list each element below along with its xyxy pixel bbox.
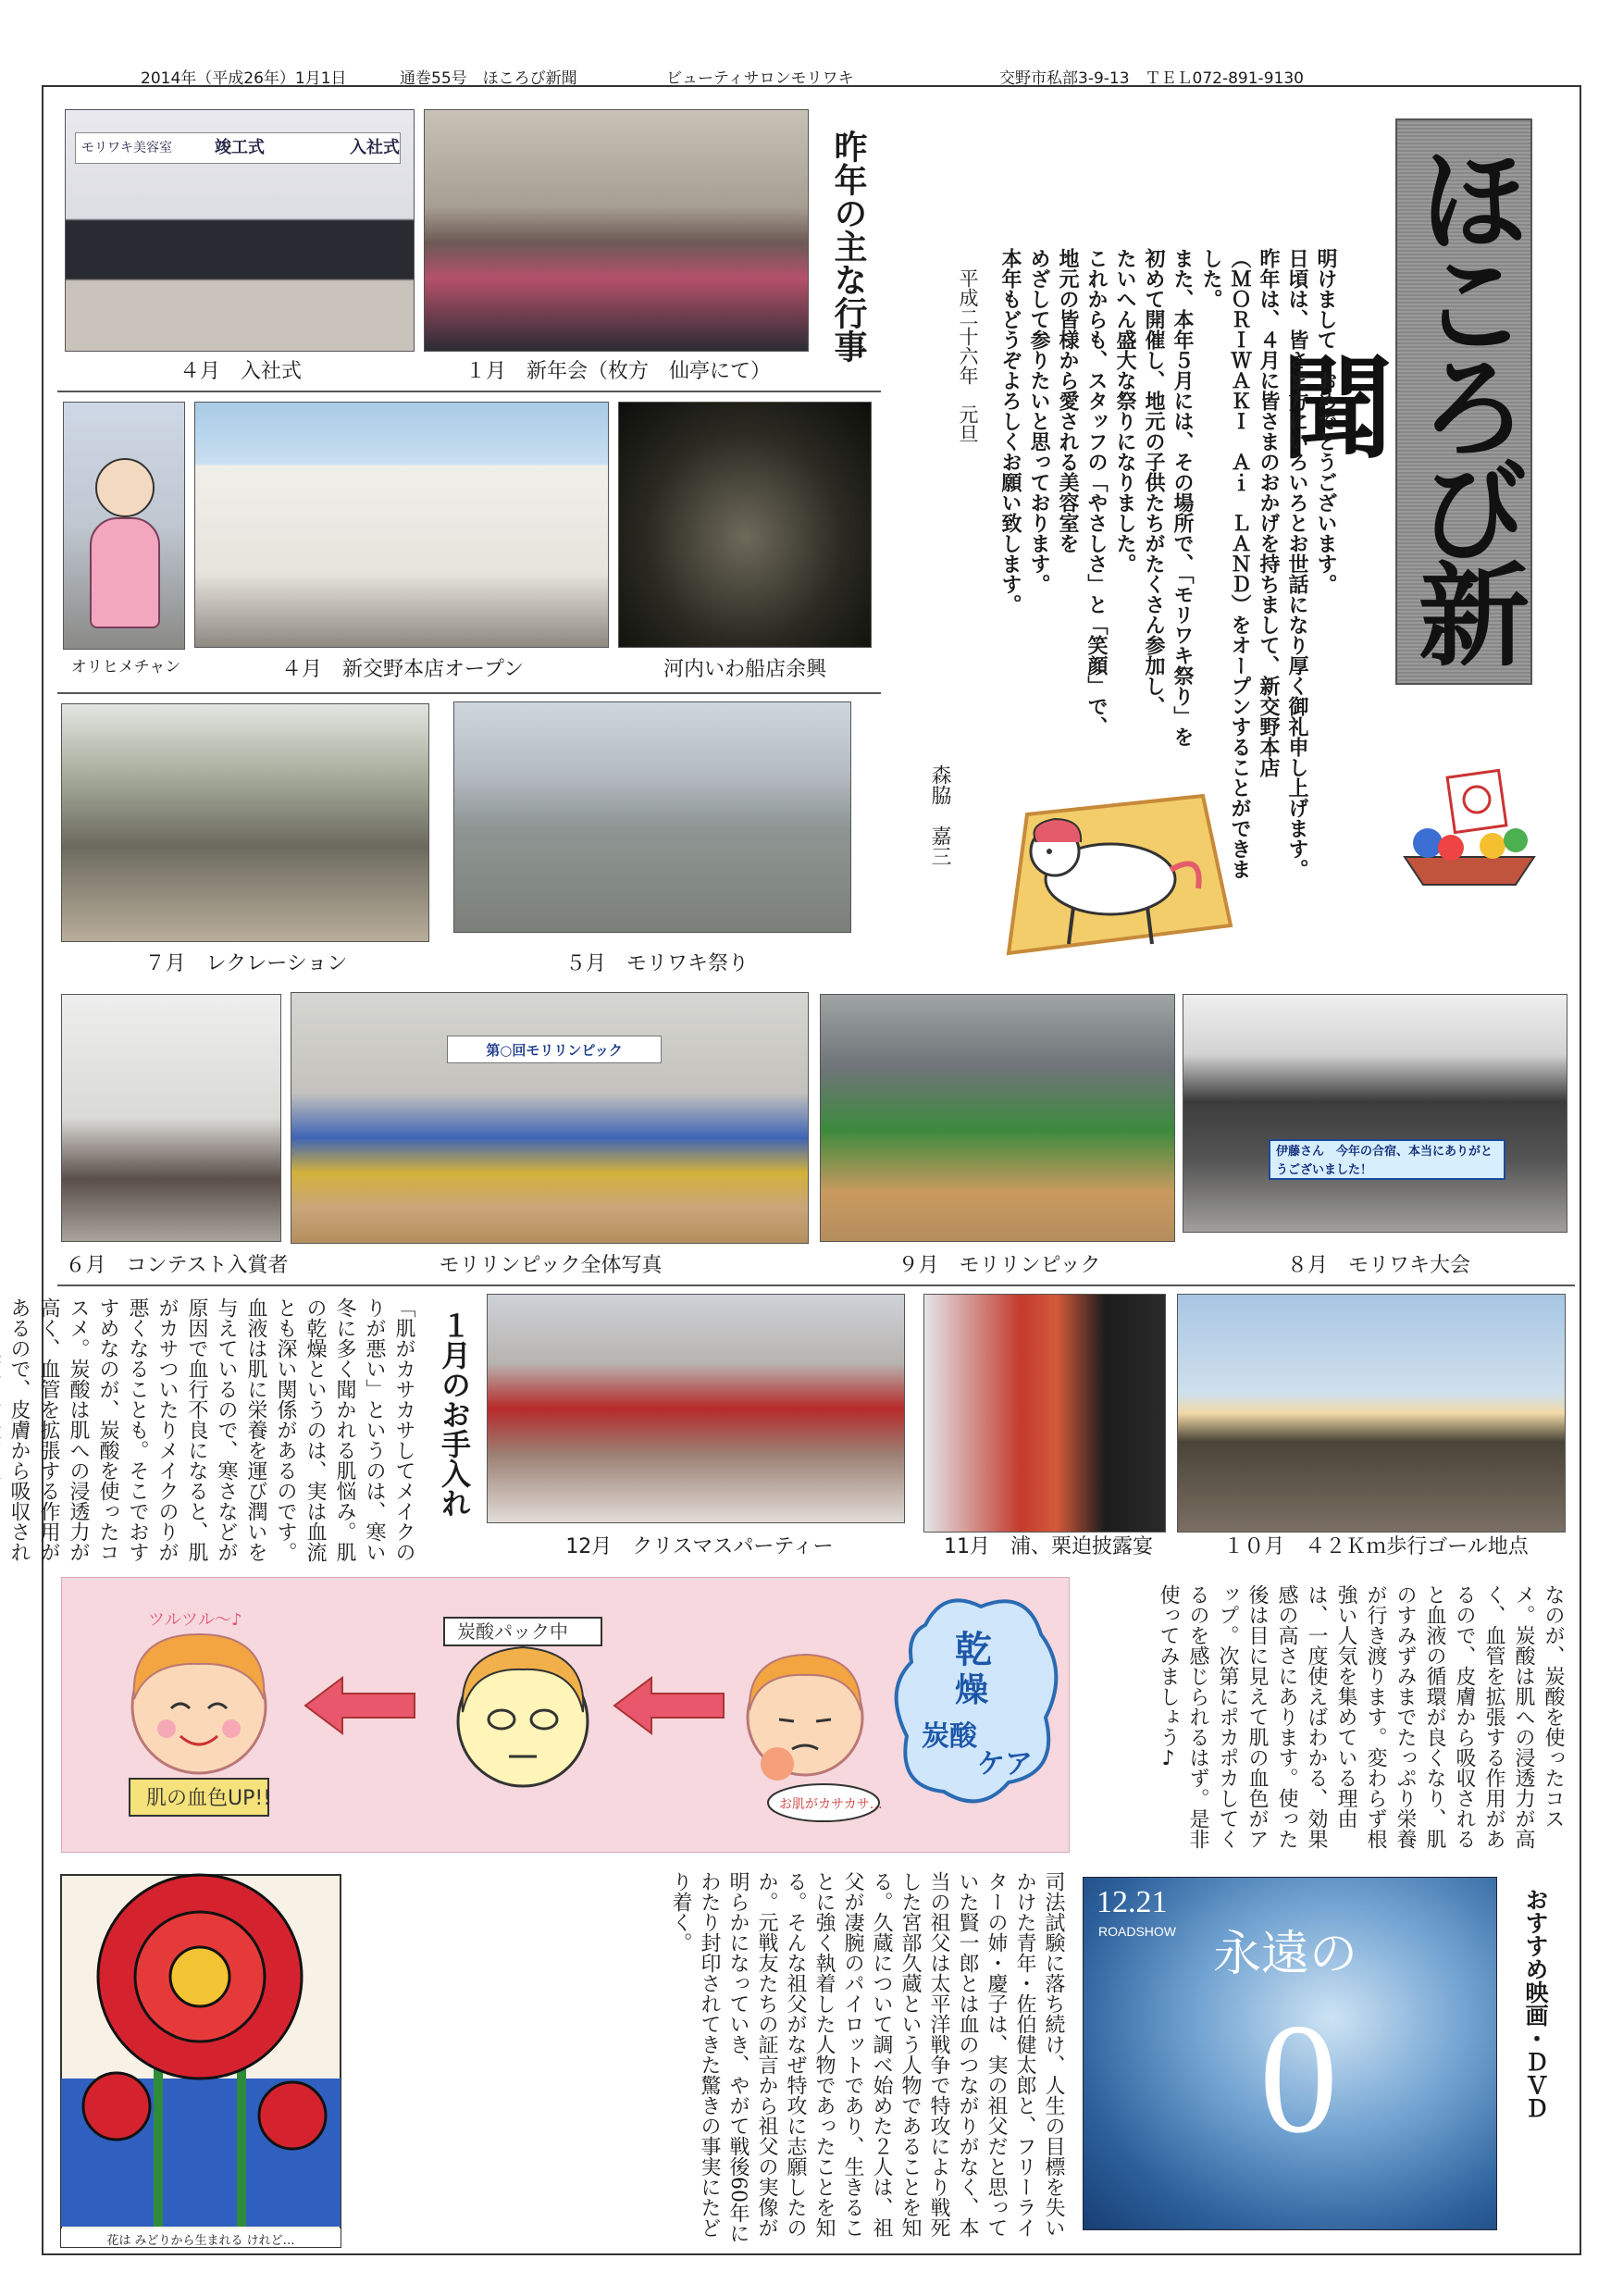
poster-sub: ROADSHOW <box>1098 1924 1176 1939</box>
photo-recreation <box>61 703 429 942</box>
photo-walk-goal <box>1177 1294 1566 1533</box>
dry-face-illustration <box>722 1625 888 1829</box>
caption-olympic-group: モリリンピック全体写真 <box>439 1254 663 1277</box>
greeting-line: めざして参りたいと思っております。 <box>1027 248 1051 594</box>
svg-text:燥: 燥 <box>955 1671 989 1709</box>
care-title: １月のお手入れ <box>437 1310 472 1518</box>
movie-poster <box>1083 1877 1497 2230</box>
photo-wedding <box>923 1294 1166 1533</box>
banner-right: 入社式 <box>350 138 400 157</box>
greeting-line: これからも、スタッフの「やさしさ」と「笑顔」で、 <box>1084 248 1109 737</box>
caption-contest: ６月 コンテスト入賞者 <box>65 1254 289 1277</box>
speech-cloud-bubble <box>888 1588 1064 1819</box>
photo-mascot <box>63 402 185 650</box>
photo-contest-winners <box>61 994 281 1242</box>
photo-entrance-ceremony <box>65 109 415 352</box>
caption-walk: １０月 ４２Ｋｍ歩行ゴール地点 <box>1223 1535 1529 1558</box>
flower-caption: 花は みどりから生まれる けれど… <box>106 2234 295 2248</box>
result-label: 肌の血色UP!! <box>146 1787 272 1810</box>
flower-painting <box>61 1875 341 2247</box>
photo-iwafune-show <box>618 402 872 648</box>
caption-recreation: ７月 レクレーション <box>144 952 348 975</box>
caption-meeting: ８月 モリワキ大会 <box>1286 1254 1470 1277</box>
greeting-line: （ＭＯＲＩＷＡＫＩ Ａｉ ＬＡＮＤ）をオープンすることができました。 <box>1199 248 1252 879</box>
greeting-line: 本年もどうぞよろしくお願い致します。 <box>998 248 1022 614</box>
thanks-banner: 伊藤さん 今年の合宿、本当にありがとうございました！ <box>1269 1139 1505 1180</box>
poster-zero: 0 <box>1259 1992 1338 2166</box>
treasure-ship-illustration <box>1386 755 1553 894</box>
small-note: お肌がカサカサ… <box>779 1797 883 1812</box>
olympic-banner: 第○回モリリンピック <box>447 1036 662 1063</box>
photo-moriwaki-meeting <box>1183 994 1567 1233</box>
tsuru-label: ツルツル～♪ <box>148 1610 242 1630</box>
header-issue: 通巻55号 ほころび新聞 <box>400 69 577 88</box>
header-shop: ビューティサロンモリワキ <box>666 69 854 88</box>
bubble-dry: 乾 <box>955 1629 992 1671</box>
caption-wedding: 11月 浦、栗迫披露宴 <box>944 1535 1153 1558</box>
care-body-text: 「肌がカサカサしてメイクのりが悪い」というのは、寒い冬に多く聞かれる肌悩み。肌の乾燥というのは、実は血流とも深い関係があるのです。血液は肌に栄養を運び潤いを与えているので、寒さなどが原因で血行不良になると、肌がカサついたりメイクのりが悪くなることも。そこでおすすめなのが、炭酸を使ったコスメ。炭酸は肌への浸透力が高く、血管を拡張する作用があるので、皮膚から吸収され <box>7 1297 415 1562</box>
movie-body-text: 司法試験に落ち続け、人生の目標を失いかけた青年・佐伯健太郎と、フリーライターの姉・慶子は、実の祖父だと思っていた賢一郎とは血のつながりがなく、本当の祖父は太平洋戦争で特攻により戦死した宮部久蔵という人物であることを知る。久蔵について調べ始めた２人は、祖父が凄腕のパイロットであり、生きることに強く執着した人物であったことを知る。そんな祖父がなぜ特攻に志願したのか。元戦友たちの証言から祖父の実像が明らかになっていき、やがて戦後60年にわたり封印されてきた驚きの事実にたどり着く。 <box>669 1871 1065 2243</box>
greeting-line: たいへん盛大な祭りになりました。 <box>1113 248 1137 574</box>
pack-face-illustration <box>426 1610 620 1842</box>
header-address: 交野市私部3-9-13 ＴＥＬ072-891-9130 <box>999 69 1304 88</box>
caption-new-store: ４月 新交野本店オープン <box>280 658 525 681</box>
caption-entrance: ４月 入社式 <box>179 360 302 383</box>
movie-section-title: おすすめ映画・ＤＶＤ <box>1522 1888 1549 2119</box>
poster-date: 12.21 <box>1096 1885 1168 1919</box>
divider <box>57 391 881 392</box>
photo-new-year-party <box>424 109 809 352</box>
happy-face-illustration <box>93 1597 305 1838</box>
photo-moriwaki-festival <box>453 701 851 933</box>
greeting-line: 地元の皆様から愛される美容室を <box>1056 248 1080 553</box>
divider <box>57 1285 1575 1286</box>
greeting-line: 初めて開催し、地元の子供たちがたくさん参加し、 <box>1142 248 1166 716</box>
arrow-left-icon <box>305 1673 416 1738</box>
greeting-line: また、本年５月には、その場所で、「モリワキ祭り」を <box>1171 248 1195 747</box>
svg-text:炭酸: 炭酸 <box>922 1720 977 1753</box>
divider <box>57 692 881 694</box>
care-body-2 <box>1084 1584 1567 1862</box>
greeting-signature: 森脇 嘉三 <box>928 764 951 866</box>
banner-mid: 竣工式 <box>215 138 265 157</box>
masthead-title: ほころび新聞 <box>1263 143 1529 661</box>
header-date: 2014年（平成26年）1月1日 <box>141 69 347 88</box>
greeting-date: 平成二十六年 元旦 <box>957 268 979 443</box>
caption-christmas: 12月 クリスマスパーティー <box>565 1535 834 1558</box>
svg-text:ケア: ケア <box>977 1748 1033 1781</box>
greeting-line: 日頃は、皆さま方にいろいろとお世話になり厚く御礼申し上げます。 <box>1285 248 1309 879</box>
caption-festival: ５月 モリワキ祭り <box>564 952 749 975</box>
caption-new-year: １月 新年会（枚方 仙亭にて） <box>465 360 771 383</box>
arrow-left-icon <box>614 1673 725 1738</box>
banner-left: モリワキ美容室 <box>81 141 172 155</box>
section-title-events: 昨年の主な行事 <box>829 130 867 363</box>
care-body-1 <box>7 1297 418 1575</box>
caption-mascot: オリヒメチャン <box>70 658 181 676</box>
greeting-line: 明けまして おめでとうございます。 <box>1314 248 1338 594</box>
pack-label: 炭酸パック中 <box>457 1620 568 1643</box>
photo-morilympic-group <box>291 992 809 1244</box>
photo-new-store <box>194 402 609 648</box>
care-continued-text: なのが、炭酸を使ったコスメ。炭酸は肌への浸透力が高く、血管を拡張する作用があるので、皮膚から吸収されると血液の循環が良くなり、肌のすみずみまでたっぷり栄養が行き渡ります。変わらず根強い人気を集めている理由は、一度使えばわかる、効果感の高さにあります。使った後は目に見えて肌の血色がアップ。次第にポカポカしてくるのを感じられるはず。是非使ってみましょう♪ <box>1157 1584 1565 1849</box>
caption-iwafune: 河内いわ船店余興 <box>663 658 826 681</box>
caption-morilympic: ９月 モリリンピック <box>898 1254 1101 1277</box>
poster-title: 永遠の <box>1213 1927 1358 1982</box>
photo-morilympic <box>820 994 1175 1242</box>
movie-body <box>350 1871 1068 2245</box>
greeting-line: 昨年は、４月に皆さまのおかげを持ちまして、新交野本店 <box>1257 248 1281 777</box>
horse-illustration <box>972 777 1240 962</box>
photo-christmas-party <box>487 1294 905 1523</box>
